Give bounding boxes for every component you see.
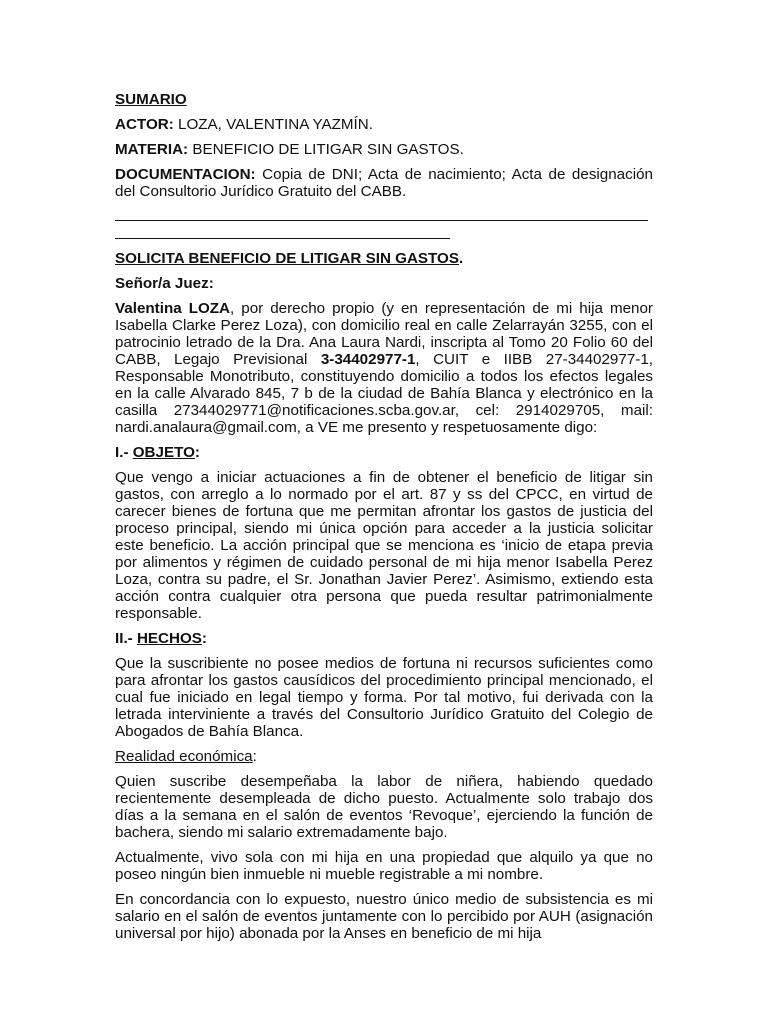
sumario-heading: SUMARIO [115, 91, 187, 108]
body-paragraph: Quien suscribe desempeñaba la labor de niñera, habiendo quedado recientemente desempleada de dicho puesto. Actualmente solo trabajo dos días a la semana en el salón de eventos ‘Revoque’, ejerciendo la función de bachera, siendo mi salario extremadamente bajo. [115, 773, 653, 841]
actor-value: LOZA, VALENTINA YAZMÍN. [173, 116, 373, 133]
legajo-number: 3-34402977-1 [320, 351, 416, 368]
body-paragraph: En concordancia con lo expuesto, nuestro único medio de subsistencia es mi salario en el salón de eventos juntamente con lo percibido por AUH (asignación universal por hijo) abonada por la Anses en beneficio de mi hija [115, 891, 653, 942]
realidad-heading: Realidad económica: [115, 748, 257, 765]
separator-line-short [115, 238, 450, 239]
objeto-title: OBJETO [132, 444, 195, 461]
documentacion-line [115, 166, 653, 200]
hechos-heading: II.- HECHOS: [115, 630, 207, 647]
documentacion-label: DOCUMENTACION: [115, 166, 256, 183]
hechos-title: HECHOS [136, 630, 202, 647]
materia-value: BENEFICIO DE LITIGAR SIN GASTOS. [188, 141, 464, 158]
solicita-title: SOLICITA BENEFICIO DE LITIGAR SIN GASTOS [115, 250, 459, 267]
salutation: Señor/a Juez: [115, 275, 214, 292]
documentacion-value: Copia de DNI; Acta de nacimiento; Acta de designación del Consultorio Jurídico Gratuito del CABB. [115, 166, 653, 200]
hechos-paragraph: Que la suscribiente no posee medios de fortuna ni recursos suficientes como para afrontar los gastos causídicos del procedimiento principal mencionado, el cual fue iniciado en legal tiempo y forma. Por tal motivo, fui derivada con la letrada interviniente a través del Consultorio Jurídico Gratuito del Colegio de Abogados de Bahía Blanca. [115, 655, 653, 740]
body-paragraph: Actualmente, vivo sola con mi hija en una propiedad que alquilo ya que no poseo ningún bien inmueble ni mueble registrable a mi nombre. [115, 849, 653, 883]
actor-label: ACTOR: [115, 116, 174, 133]
realidad-title: Realidad económica [115, 748, 253, 765]
materia-label: MATERIA: [115, 141, 189, 158]
solicita-heading: SOLICITA BENEFICIO DE LITIGAR SIN GASTOS. [115, 250, 464, 267]
objeto-paragraph: Que vengo a iniciar actuaciones a fin de obtener el beneficio de litigar sin gastos, con arreglo a lo normado por el art. 87 y ss del CPCC, en virtud de carecer bienes de fortuna que me permitan afrontar los gastos de justicia del proceso principal, siendo mi única opción para acceder a la justicia solicitar este beneficio. La acción principal que se menciona es ‘inicio de etapa previa por alimentos y régimen de cuidado personal de mi hija menor Isabella Perez Loza, contra su padre, el Sr. Jonathan Javier Perez’. Asimismo, extiendo esta acción contra cualquier otra persona que pueda resultar patrimonialmente responsable. [115, 469, 653, 622]
actor-name: Valentina LOZA [115, 300, 231, 317]
materia-line [115, 141, 653, 158]
document-body [115, 91, 653, 942]
objeto-heading: I.- OBJETO: [115, 444, 200, 461]
intro-paragraph: Valentina LOZA, por derecho propio (y en representación de mi hija menor Isabella Clarke Perez Loza), con domicilio real en calle Zelarrayán 3255, con el patrocinio letrado de la Dra. Ana Laura Nardi, inscripta al Tomo 20 Folio 60 del CABB, Legajo Previsional 3-34402977-1, CUIT e IIBB 27-34402977-1, Responsable Monotributo, constituyendo domicilio a todos los efectos legales en la calle Alvarado 845, 7 b de la ciudad de Bahía Blanca y electrónico en la casilla 27344029771@notificaciones.scba.gov.ar, cel: 2914029705, mail: nardi.analaura@gmail.com, a VE me presento y respetuosamente digo: [115, 300, 653, 436]
separator-line [115, 220, 648, 221]
actor-line [115, 116, 653, 133]
